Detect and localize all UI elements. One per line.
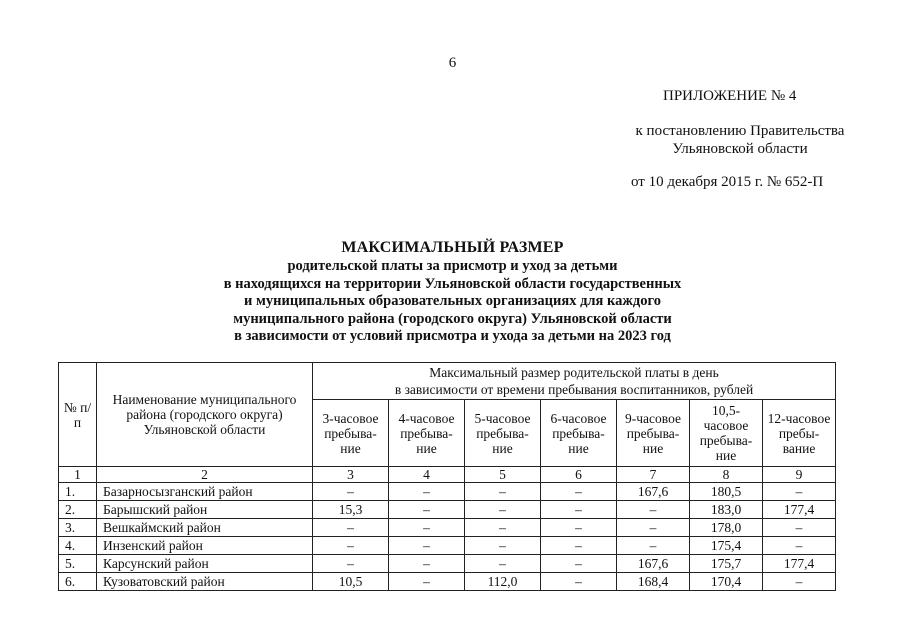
- column-number-row: [59, 467, 836, 483]
- district-name: Кузоватовский район: [97, 573, 313, 591]
- table-row: [59, 573, 836, 591]
- fee-cell: –: [465, 483, 541, 501]
- decree-line-2: Ульяновской области: [672, 141, 808, 157]
- district-name: Вешкаймский район: [97, 519, 313, 537]
- fee-cell: 175,4: [690, 537, 763, 555]
- decree-line-1: к постановлению Правительства: [635, 123, 845, 139]
- fee-cell: 167,6: [617, 483, 690, 501]
- district-name: Карсунский район: [97, 555, 313, 573]
- row-number: 3.: [59, 519, 97, 537]
- fee-cell: –: [465, 555, 541, 573]
- fee-cell: 170,4: [690, 573, 763, 591]
- group-header-line-2: в зависимости от времени пребывания воспитанников, рублей: [394, 382, 754, 397]
- col-header-4h: 4-часовое пребыва-ние: [389, 400, 465, 467]
- title-main: МАКСИМАЛЬНЫЙ РАЗМЕР: [341, 239, 564, 256]
- fee-cell: 112,0: [465, 573, 541, 591]
- col-header-number: № п/п: [59, 363, 97, 467]
- decree-date: от 10 декабря 2015 г. № 652-П: [631, 174, 824, 190]
- group-header-line-1: Максимальный размер родительской платы в день: [429, 365, 719, 380]
- fee-cell: –: [389, 483, 465, 501]
- fee-cell: 15,3: [313, 501, 389, 519]
- col-header-9h: 9-часовое пребыва-ние: [617, 400, 690, 467]
- row-number: 4.: [59, 537, 97, 555]
- col-header-5h: 5-часовое пребыва-ние: [465, 400, 541, 467]
- fee-cell: –: [313, 483, 389, 501]
- district-name: Базарносызганский район: [97, 483, 313, 501]
- fee-cell: –: [541, 555, 617, 573]
- fee-cell: –: [465, 537, 541, 555]
- fee-cell: –: [617, 519, 690, 537]
- fee-cell: –: [763, 573, 836, 591]
- column-number: 1: [59, 467, 97, 483]
- column-number: 2: [97, 467, 313, 483]
- fee-cell: –: [389, 537, 465, 555]
- column-number: 7: [617, 467, 690, 483]
- table-row: [59, 501, 836, 519]
- page-number: 6: [448, 55, 457, 71]
- row-number: 5.: [59, 555, 97, 573]
- row-number: 2.: [59, 501, 97, 519]
- title-line-3: и муниципальных образовательных организациях для каждого: [244, 293, 661, 309]
- fee-cell: –: [389, 501, 465, 519]
- fee-cell: –: [617, 537, 690, 555]
- fee-cell: –: [541, 483, 617, 501]
- col-header-group: [313, 363, 836, 400]
- title-line-5: в зависимости от условий присмотра и ухода за детьми на 2023 год: [234, 328, 671, 344]
- fee-cell: –: [465, 501, 541, 519]
- column-number: 9: [763, 467, 836, 483]
- district-name: Барышский район: [97, 501, 313, 519]
- fee-cell: 10,5: [313, 573, 389, 591]
- col-header-3h: 3-часовое пребыва-ние: [313, 400, 389, 467]
- fee-cell: –: [763, 537, 836, 555]
- document-title: [0, 238, 905, 346]
- fee-cell: –: [617, 501, 690, 519]
- fee-cell: –: [541, 537, 617, 555]
- fee-cell: –: [541, 501, 617, 519]
- column-number: 8: [690, 467, 763, 483]
- appendix-label: ПРИЛОЖЕНИЕ № 4: [663, 88, 797, 104]
- fee-cell: 167,6: [617, 555, 690, 573]
- title-line-1: родительской платы за присмотр и уход за детьми: [287, 258, 618, 274]
- column-number: 5: [465, 467, 541, 483]
- fee-cell: –: [313, 555, 389, 573]
- column-number: 3: [313, 467, 389, 483]
- col-header-6h: 6-часовое пребыва-ние: [541, 400, 617, 467]
- district-name: Инзенский район: [97, 537, 313, 555]
- fee-cell: 180,5: [690, 483, 763, 501]
- col-header-name: Наименование муниципального района (городского округа) Ульяновской области: [97, 363, 313, 467]
- fee-cell: –: [313, 519, 389, 537]
- fee-cell: –: [763, 483, 836, 501]
- fees-table: [58, 362, 836, 591]
- column-number: 4: [389, 467, 465, 483]
- fee-cell: 177,4: [763, 501, 836, 519]
- title-line-4: муниципального района (городского округа) Ульяновской области: [233, 310, 672, 327]
- title-line-2: в находящихся на территории Ульяновской области государственных: [223, 275, 682, 292]
- fee-cell: –: [389, 519, 465, 537]
- row-number: 1.: [59, 483, 97, 501]
- table-row: [59, 537, 836, 555]
- fee-cell: 183,0: [690, 501, 763, 519]
- fee-cell: –: [465, 519, 541, 537]
- fee-cell: 175,7: [690, 555, 763, 573]
- column-number: 6: [541, 467, 617, 483]
- table-row: [59, 555, 836, 573]
- fee-cell: 168,4: [617, 573, 690, 591]
- table-row: [59, 519, 836, 537]
- fee-cell: 177,4: [763, 555, 836, 573]
- fee-cell: –: [313, 537, 389, 555]
- fee-cell: –: [763, 519, 836, 537]
- fee-cell: –: [389, 555, 465, 573]
- decree-reference: [600, 122, 880, 158]
- col-header-10-5h: 10,5-часовое пребыва-ние: [690, 400, 763, 467]
- fee-cell: –: [541, 519, 617, 537]
- table-row: [59, 483, 836, 501]
- fee-cell: 178,0: [690, 519, 763, 537]
- col-header-12h: 12-часовое пребы-вание: [763, 400, 836, 467]
- fee-cell: –: [389, 573, 465, 591]
- fee-cell: –: [541, 573, 617, 591]
- row-number: 6.: [59, 573, 97, 591]
